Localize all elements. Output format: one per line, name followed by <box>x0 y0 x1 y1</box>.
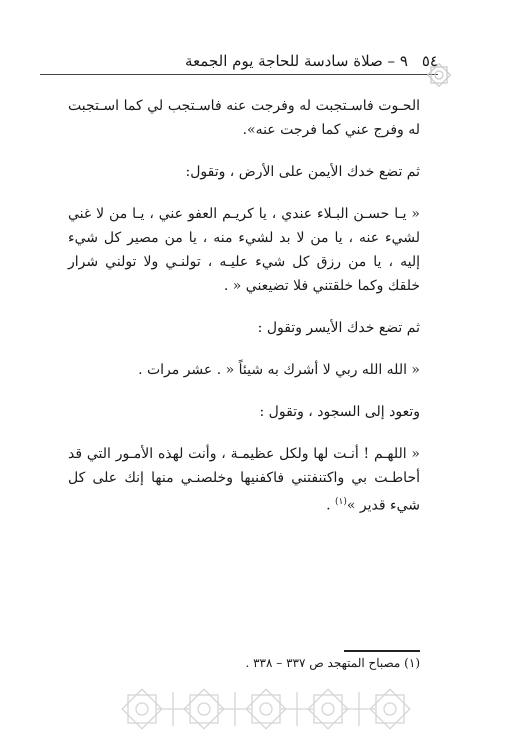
paragraph: وتعود إلى السجود ، وتقول : <box>259 404 420 420</box>
paragraph <box>68 442 420 518</box>
header-rule <box>40 74 438 75</box>
star-ornament-icon <box>424 60 454 90</box>
paragraph: ثم تضع خدك الأيسر وتقول : <box>257 320 420 336</box>
paragraph: الحـوت فاسـتجبت له وفرجت عنه فاسـتجب لي كما اسـتجبت له وفرج عني كما فرجت عنه». <box>68 98 420 138</box>
paragraph-text: « اللهـم ! أنـت لها ولكل عظيمـة ، وأنت لهذه الأمـور التي قد أحاطـت بي واكتنفتني فاكفنيها وخلصنـي منها إنك على كل شيء قدير » <box>68 446 420 514</box>
paragraph-ending: . <box>326 497 335 514</box>
page-body <box>68 94 420 536</box>
footnote-reference: (١) <box>335 497 347 507</box>
page-number: ٥٤ <box>421 52 438 70</box>
running-header <box>110 50 438 72</box>
paragraph: « يـا حسـن البـلاء عندي ، يا كريـم العفو عني ، يـا من لا غني لشيء عنه ، يا من لا بد لشيء منه ، يا من مصير كل شيء إليه ، يا من رزق كل شيء عليـه ، تولنـي ولا تولني شرار خلقك وكما خلقتني فلا تضيعني « . <box>68 206 420 294</box>
footnote: (١) مصباح المتهجد ص ٣٣٧ – ٣٣٨ . <box>245 656 420 670</box>
paragraph: ثم تضع خدك الأيمن على الأرض ، وتقول: <box>185 164 420 180</box>
decorative-pattern-icon <box>118 686 414 732</box>
chapter-title: ٩ – صلاة سادسة للحاجة يوم الجمعة <box>185 52 408 70</box>
paragraph: « الله الله ربي لا أشرك به شيئاً « . عشر مرات . <box>138 362 420 378</box>
footnote-rule <box>344 650 420 652</box>
